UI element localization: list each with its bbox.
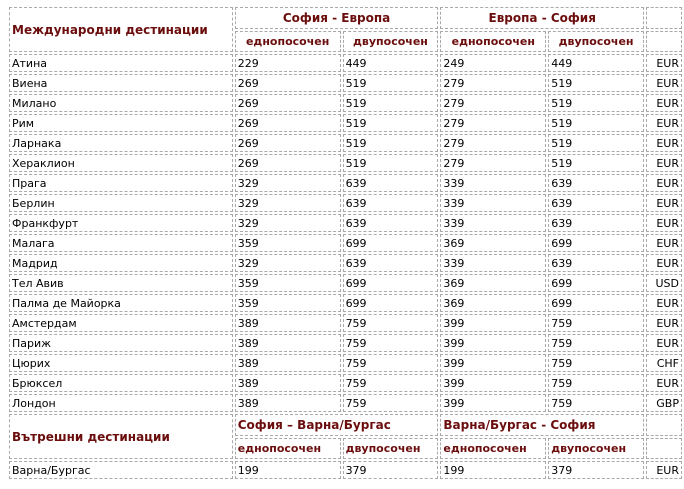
- price-one-way-cell: 269: [235, 134, 341, 152]
- col-round-trip: двупосочен: [548, 31, 644, 52]
- city-cell: Прага: [9, 174, 233, 192]
- domestic-title: Вътрешни дестинации: [9, 414, 233, 459]
- city-cell: Цюрих: [9, 354, 233, 372]
- city-cell: Тел Авив: [9, 274, 233, 292]
- currency-cell: EUR: [646, 314, 682, 332]
- header-spacer: [646, 414, 682, 436]
- intl-title: Международни дестинации: [9, 7, 233, 52]
- price-round-trip-cell: 639: [343, 194, 439, 212]
- currency-cell: EUR: [646, 114, 682, 132]
- currency-cell: EUR: [646, 254, 682, 272]
- currency-cell: EUR: [646, 74, 682, 92]
- price-round-trip-cell: 639: [548, 174, 644, 192]
- currency-cell: EUR: [646, 194, 682, 212]
- table-row: [9, 174, 682, 192]
- price-round-trip-cell: 699: [548, 234, 644, 252]
- currency-cell: EUR: [646, 461, 682, 479]
- price-round-trip-cell: 639: [548, 214, 644, 232]
- price-round-trip-cell: 639: [343, 254, 439, 272]
- currency-cell: EUR: [646, 174, 682, 192]
- city-cell: Рим: [9, 114, 233, 132]
- price-round-trip-cell: 759: [343, 374, 439, 392]
- col-one-way: еднопосочен: [440, 438, 546, 459]
- price-round-trip-cell: 639: [548, 194, 644, 212]
- table-row: [9, 334, 682, 352]
- price-round-trip-cell: 519: [343, 74, 439, 92]
- price-round-trip-cell: 379: [548, 461, 644, 479]
- intl-group-sofia-europe: София - Европа: [235, 7, 439, 29]
- price-one-way-cell: 229: [235, 54, 341, 72]
- domestic-group-sofia-varna: София – Варна/Бургас: [235, 414, 439, 436]
- price-round-trip-cell: 449: [548, 54, 644, 72]
- price-one-way-cell: 369: [440, 274, 546, 292]
- price-round-trip-cell: 699: [343, 234, 439, 252]
- col-round-trip: двупосочен: [548, 438, 644, 459]
- currency-cell: EUR: [646, 214, 682, 232]
- price-one-way-cell: 329: [235, 174, 341, 192]
- table-row: [9, 461, 682, 479]
- price-round-trip-cell: 699: [343, 274, 439, 292]
- price-round-trip-cell: 449: [343, 54, 439, 72]
- city-cell: Ларнака: [9, 134, 233, 152]
- price-one-way-cell: 359: [235, 294, 341, 312]
- price-one-way-cell: 389: [235, 334, 341, 352]
- city-cell: Варна/Бургас: [9, 461, 233, 479]
- city-cell: Атина: [9, 54, 233, 72]
- header-spacer: [646, 438, 682, 459]
- price-round-trip-cell: 759: [548, 394, 644, 412]
- currency-cell: EUR: [646, 234, 682, 252]
- price-one-way-cell: 279: [440, 74, 546, 92]
- city-cell: Париж: [9, 334, 233, 352]
- price-one-way-cell: 199: [235, 461, 341, 479]
- intl-header-row: [9, 7, 682, 29]
- price-round-trip-cell: 759: [548, 374, 644, 392]
- price-one-way-cell: 389: [235, 374, 341, 392]
- price-one-way-cell: 399: [440, 354, 546, 372]
- domestic-group-varna-sofia: Варна/Бургас - София: [440, 414, 644, 436]
- intl-group-europe-sofia: Европа - София: [440, 7, 644, 29]
- price-round-trip-cell: 519: [343, 94, 439, 112]
- table-row: [9, 134, 682, 152]
- city-cell: Милано: [9, 94, 233, 112]
- price-round-trip-cell: 759: [343, 354, 439, 372]
- currency-cell: CHF: [646, 354, 682, 372]
- price-round-trip-cell: 639: [343, 214, 439, 232]
- price-round-trip-cell: 699: [548, 274, 644, 292]
- price-one-way-cell: 269: [235, 74, 341, 92]
- price-one-way-cell: 279: [440, 114, 546, 132]
- col-round-trip: двупосочен: [343, 438, 439, 459]
- price-one-way-cell: 269: [235, 154, 341, 172]
- table-row: [9, 94, 682, 112]
- price-round-trip-cell: 519: [548, 74, 644, 92]
- price-one-way-cell: 339: [440, 254, 546, 272]
- city-cell: Амстердам: [9, 314, 233, 332]
- currency-cell: USD: [646, 274, 682, 292]
- price-round-trip-cell: 639: [548, 254, 644, 272]
- header-spacer: [646, 7, 682, 29]
- price-round-trip-cell: 759: [343, 394, 439, 412]
- table-row: [9, 114, 682, 132]
- col-round-trip: двупосочен: [343, 31, 439, 52]
- price-one-way-cell: 399: [440, 394, 546, 412]
- table-row: [9, 74, 682, 92]
- price-one-way-cell: 329: [235, 194, 341, 212]
- price-round-trip-cell: 759: [548, 314, 644, 332]
- city-cell: Берлин: [9, 194, 233, 212]
- price-one-way-cell: 399: [440, 314, 546, 332]
- price-one-way-cell: 369: [440, 234, 546, 252]
- price-one-way-cell: 339: [440, 194, 546, 212]
- table-row: [9, 234, 682, 252]
- price-one-way-cell: 279: [440, 134, 546, 152]
- currency-cell: EUR: [646, 154, 682, 172]
- price-one-way-cell: 339: [440, 174, 546, 192]
- price-round-trip-cell: 759: [548, 354, 644, 372]
- currency-cell: EUR: [646, 294, 682, 312]
- price-one-way-cell: 199: [440, 461, 546, 479]
- price-one-way-cell: 269: [235, 114, 341, 132]
- price-round-trip-cell: 759: [343, 314, 439, 332]
- col-one-way: еднопосочен: [440, 31, 546, 52]
- currency-cell: EUR: [646, 94, 682, 112]
- price-one-way-cell: 329: [235, 214, 341, 232]
- price-round-trip-cell: 519: [548, 94, 644, 112]
- price-one-way-cell: 389: [235, 354, 341, 372]
- city-cell: Брюксел: [9, 374, 233, 392]
- table-row: [9, 254, 682, 272]
- currency-cell: EUR: [646, 54, 682, 72]
- price-one-way-cell: 329: [235, 254, 341, 272]
- domestic-header-row: [9, 414, 682, 436]
- price-one-way-cell: 359: [235, 274, 341, 292]
- price-one-way-cell: 359: [235, 234, 341, 252]
- price-round-trip-cell: 519: [548, 154, 644, 172]
- table-row: [9, 214, 682, 232]
- table-row: [9, 54, 682, 72]
- price-round-trip-cell: 699: [343, 294, 439, 312]
- col-one-way: еднопосочен: [235, 438, 341, 459]
- price-round-trip-cell: 519: [343, 134, 439, 152]
- price-one-way-cell: 399: [440, 334, 546, 352]
- price-round-trip-cell: 379: [343, 461, 439, 479]
- currency-cell: GBP: [646, 394, 682, 412]
- price-one-way-cell: 279: [440, 94, 546, 112]
- table-row: [9, 374, 682, 392]
- city-cell: Хераклион: [9, 154, 233, 172]
- currency-cell: EUR: [646, 134, 682, 152]
- price-one-way-cell: 339: [440, 214, 546, 232]
- table-row: [9, 194, 682, 212]
- price-round-trip-cell: 699: [548, 294, 644, 312]
- price-one-way-cell: 399: [440, 374, 546, 392]
- city-cell: Палма де Майорка: [9, 294, 233, 312]
- table-row: [9, 394, 682, 412]
- table-row: [9, 294, 682, 312]
- price-one-way-cell: 369: [440, 294, 546, 312]
- price-one-way-cell: 269: [235, 94, 341, 112]
- price-round-trip-cell: 519: [343, 114, 439, 132]
- price-round-trip-cell: 519: [343, 154, 439, 172]
- city-cell: Виена: [9, 74, 233, 92]
- table-row: [9, 274, 682, 292]
- price-round-trip-cell: 639: [343, 174, 439, 192]
- col-one-way: еднопосочен: [235, 31, 341, 52]
- city-cell: Лондон: [9, 394, 233, 412]
- currency-cell: EUR: [646, 334, 682, 352]
- price-round-trip-cell: 519: [548, 134, 644, 152]
- price-one-way-cell: 389: [235, 394, 341, 412]
- city-cell: Малага: [9, 234, 233, 252]
- price-one-way-cell: 279: [440, 154, 546, 172]
- fares-table: [7, 5, 684, 481]
- price-one-way-cell: 389: [235, 314, 341, 332]
- city-cell: Франкфурт: [9, 214, 233, 232]
- table-row: [9, 354, 682, 372]
- table-row: [9, 314, 682, 332]
- price-round-trip-cell: 519: [548, 114, 644, 132]
- header-spacer: [646, 31, 682, 52]
- price-round-trip-cell: 759: [548, 334, 644, 352]
- price-round-trip-cell: 759: [343, 334, 439, 352]
- price-one-way-cell: 249: [440, 54, 546, 72]
- city-cell: Мадрид: [9, 254, 233, 272]
- currency-cell: EUR: [646, 374, 682, 392]
- table-row: [9, 154, 682, 172]
